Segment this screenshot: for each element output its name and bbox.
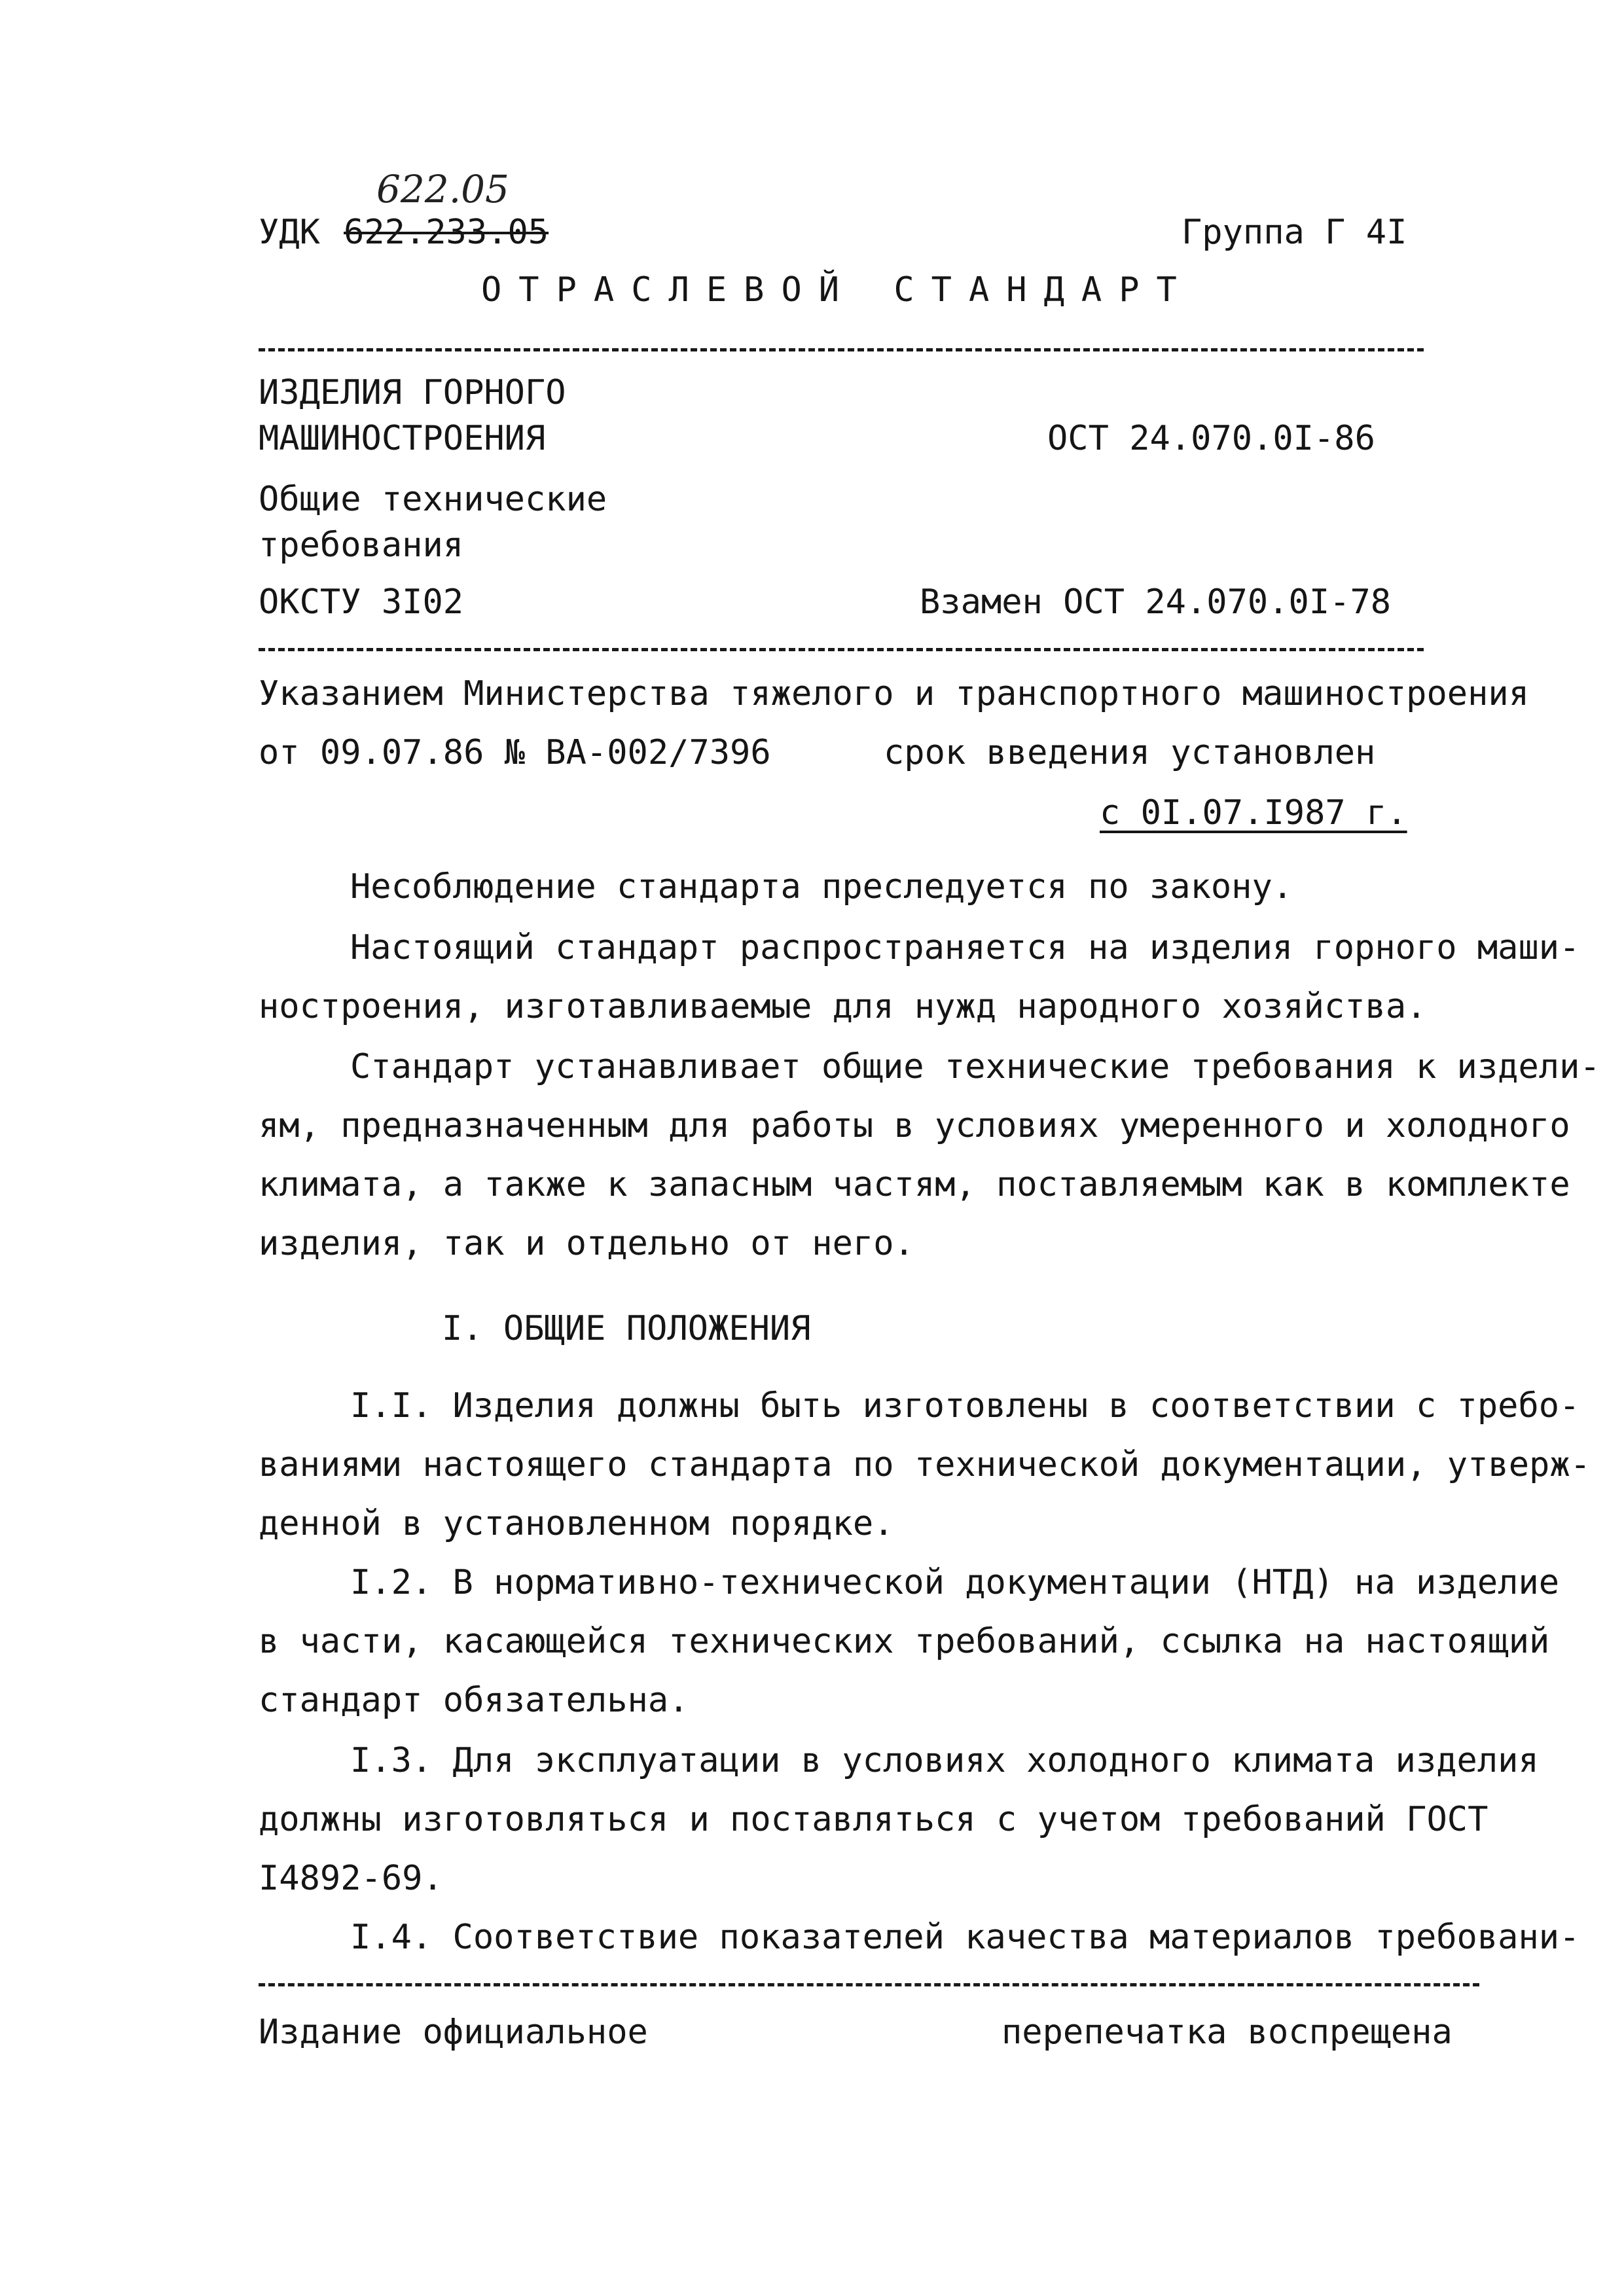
separator-top — [259, 348, 1424, 351]
decree-line1: Указанием Министерства тяжелого и транспортного машиностроения — [259, 674, 1530, 713]
subtitle-line1: Общие технические — [259, 480, 607, 519]
footer-official-edition: Издание официальное — [259, 2013, 648, 2052]
paragraph-3-line3: климата, а также к запасным частям, поставляемым как в комплекте — [259, 1165, 1570, 1204]
paragraph-3-line4: изделия, так и отдельно от него. — [259, 1224, 914, 1263]
separator-mid — [259, 648, 1424, 651]
decree-effective-label: срок введения установлен — [884, 733, 1376, 772]
clause-1-1-line1: I.I. Изделия должны быть изготовлены в соответствии с требо- — [350, 1386, 1580, 1426]
clause-1-2-line1: I.2. В нормативно-технической документации (НТД) на изделие — [350, 1563, 1560, 1602]
paragraph-2-line1: Настоящий стандарт распространяется на изделия горного маши- — [350, 928, 1580, 967]
standard-code: ОСТ 24.070.0I-86 — [1047, 419, 1375, 458]
clause-1-3-line3: I4892-69. — [259, 1859, 443, 1898]
clause-1-2-line3: стандарт обязательна. — [259, 1681, 689, 1720]
udk-label: УДК — [259, 213, 320, 252]
clause-1-3-line1: I.3. Для эксплуатации в условиях холодного климата изделия — [350, 1741, 1539, 1780]
clause-1-2-line2: в части, касающейся технических требований, ссылка на настоящий — [259, 1622, 1550, 1661]
product-name-line2: МАШИНОСТРОЕНИЯ — [259, 419, 546, 458]
replaces-code: Взамен ОСТ 24.070.0I-78 — [920, 583, 1392, 622]
group-code: Группа Г 4I — [1182, 213, 1407, 252]
clause-1-1-line2: ваниями настоящего стандарта по технической документации, утверж- — [259, 1445, 1591, 1484]
clause-1-4-line1: I.4. Соответствие показателей качества материалов требовани- — [350, 1918, 1580, 1957]
section-heading: I. ОБЩИЕ ПОЛОЖЕНИЯ — [442, 1309, 811, 1348]
paragraph-1: Несоблюдение стандарта преследуется по закону. — [350, 867, 1293, 906]
subtitle-line2: требования — [259, 526, 464, 565]
paragraph-3-line2: ям, предназначенным для работы в условиях умеренного и холодного — [259, 1106, 1570, 1145]
paragraph-3-line1: Стандарт устанавливает общие технические требования к издели- — [350, 1047, 1600, 1086]
product-name-line1: ИЗДЕЛИЯ ГОРНОГО — [259, 373, 566, 412]
clause-1-1-line3: денной в установленном порядке. — [259, 1504, 894, 1543]
clause-1-3-line2: должны изготовляться и поставляться с учетом требований ГОСТ — [259, 1800, 1489, 1839]
oksty-code: ОКСТУ 3I02 — [259, 583, 464, 622]
document-title: ОТРАСЛЕВОЙ СТАНДАРТ — [481, 270, 1194, 310]
effective-date: с 0I.07.I987 г. — [1100, 793, 1407, 833]
paragraph-2-line2: ностроения, изготавливаемые для нужд народного хозяйства. — [259, 987, 1427, 1026]
decree-date-number: от 09.07.86 № ВА-002/7396 — [259, 733, 771, 772]
footer-reprint-prohibited: перепечатка воспрещена — [1001, 2013, 1453, 2052]
separator-bottom — [259, 1983, 1479, 1986]
handwritten-udk-correction: 622.05 — [376, 167, 509, 211]
udk-old-code: 622.233.05 — [344, 213, 549, 252]
